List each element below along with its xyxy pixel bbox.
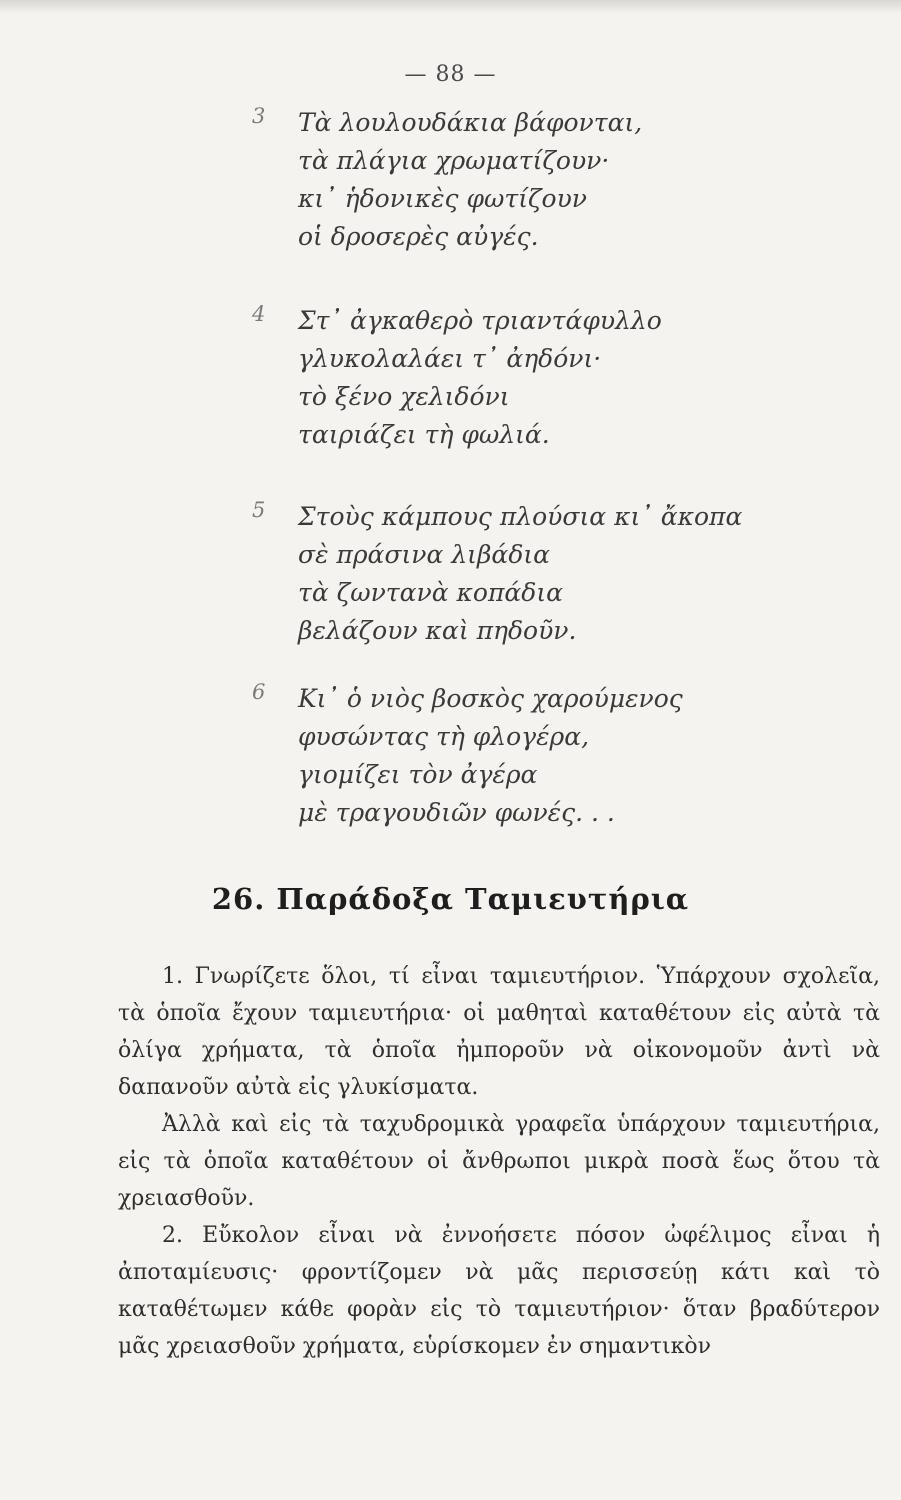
- verse-line: τὰ ζωντανὰ κοπάδια: [298, 578, 564, 607]
- verse-line: γιομίζει τὸν ἀγέρα: [298, 760, 538, 789]
- verse-line: βελάζουν καὶ πηδοῦν.: [298, 616, 577, 645]
- verse-line: φυσώντας τὴ φλογέρα,: [298, 722, 590, 751]
- prose-body: [118, 958, 880, 1365]
- verse-line: τὸ ξένο χελιδόνι: [298, 382, 510, 411]
- page-top-edge: [0, 0, 901, 14]
- verse-line: σὲ πράσινα λιβάδια: [298, 540, 551, 569]
- stanza-number: 3: [252, 104, 266, 128]
- paragraph: 2. Εὔκολον εἶναι νὰ ἐννοήσετε πόσον ὠφέλιμος εἶναι ἡ ἀποταμίευσις· φροντίζομεν νὰ μᾶς περισσεύῃ κάτι καὶ τὸ καταθέτωμεν κάθε φορὰν εἰς τὸ ταμιευτήριον· ὅταν βραδύτερον μᾶς χρειασθοῦν χρήματα, εὑρίσκομεν ἐν σημαντικὸν: [118, 1223, 880, 1359]
- verse-line: Τὰ λουλουδάκια βάφονται,: [298, 108, 643, 137]
- verse-line: Στοὺς κάμπους πλούσια κι᾽ ἄκοπα: [298, 502, 743, 531]
- section-heading: 26. Παράδοξα Ταμιευτήρια: [211, 882, 690, 916]
- page-number: — 88 —: [404, 62, 497, 87]
- verse-line: τὰ πλάγια χρωματίζουν·: [298, 146, 610, 175]
- stanza-3: [252, 104, 643, 256]
- stanza-6: [252, 680, 683, 832]
- verse-line: Στ᾽ ἀγκαθερὸ τριαντάφυλλο: [298, 306, 662, 335]
- verse-line: οἱ δροσερὲς αὐγές.: [298, 222, 539, 251]
- verse-line: γλυκολαλάει τ᾽ ἀηδόνι·: [298, 344, 602, 373]
- paragraph: Ἀλλὰ καὶ εἰς τὰ ταχυδρομικὰ γραφεῖα ὑπάρχουν ταμιευτήρια, εἰς τὰ ὁποῖα καταθέτουν οἱ ἄνθρωποι μικρὰ ποσὰ ἕως ὅτου τὰ χρειασθοῦν.: [118, 1112, 880, 1211]
- stanza-5: [252, 498, 743, 650]
- verse-line: Κι᾽ ὁ νιὸς βοσκὸς χαρούμενος: [298, 684, 683, 713]
- stanza-number: 5: [252, 498, 266, 522]
- verse-line: κι᾽ ἡδονικὲς φωτίζουν: [298, 184, 588, 213]
- stanza-number: 6: [252, 680, 266, 704]
- verse-line: μὲ τραγουδιῶν φωνές. . .: [298, 798, 615, 827]
- stanza-number: 4: [252, 302, 266, 326]
- stanza-4: [252, 302, 662, 454]
- verse-line: ταιριάζει τὴ φωλιά.: [298, 420, 550, 449]
- paragraph: 1. Γνωρίζετε ὅλοι, τί εἶναι ταμιευτήριον. Ὑπάρχουν σχολεῖα, τὰ ὁποῖα ἔχουν ταμιευτήρια· οἱ μαθηταὶ καταθέτουν εἰς αὐτὰ τὰ ὀλίγα χρήματα, τὰ ὁποῖα ἠμποροῦν νὰ οἰκονομοῦν ἀντὶ νὰ δαπανοῦν αὐτὰ εἰς γλυκίσματα.: [118, 964, 880, 1100]
